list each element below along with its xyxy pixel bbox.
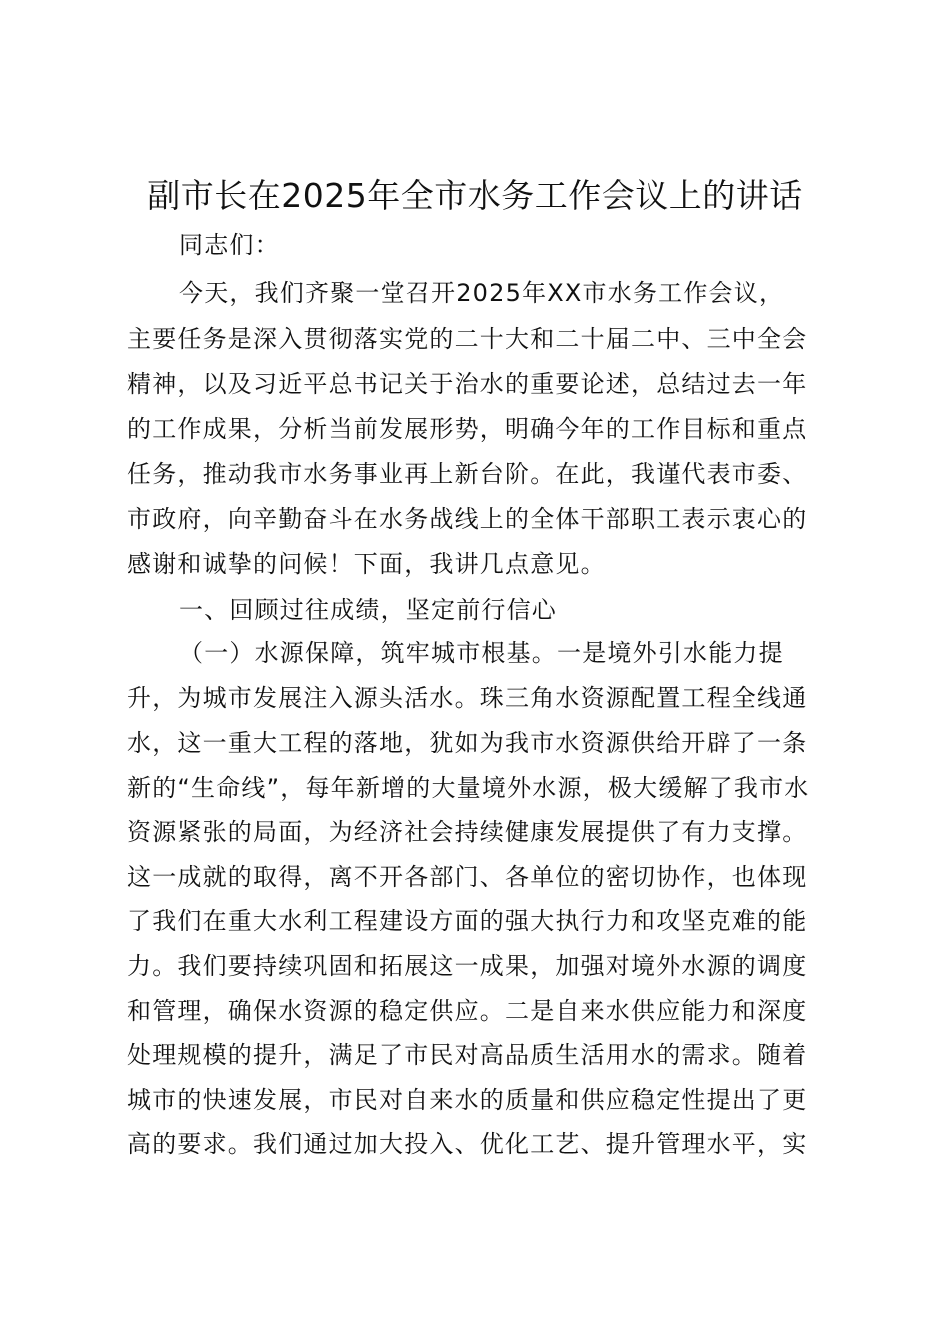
document-title: 副市长在2025年全市水务工作会议上的讲话 <box>147 176 803 215</box>
body-line: 水，这一重大工程的落地，犹如为我市水资源供给开辟了一条 <box>127 729 808 757</box>
body-line: 资源紧张的局面，为经济社会持续健康发展提供了有力支撑。 <box>127 818 808 846</box>
body-line: 和管理，确保水资源的稳定供应。二是自来水供应能力和深度 <box>127 997 808 1025</box>
subsection-heading-line: （一）水源保障，筑牢城市根基。一是境外引水能力提 <box>179 639 784 667</box>
body-line: 城市的快速发展，市民对自来水的质量和供应稳定性提出了更 <box>127 1086 808 1114</box>
body-line: 力。我们要持续巩固和拓展这一成果，加强对境外水源的调度 <box>127 952 808 980</box>
body-line: 任务，推动我市水务事业再上新台阶。在此，我谨代表市委、 <box>127 460 808 488</box>
salutation: 同志们： <box>179 231 280 259</box>
body-line: 处理规模的提升，满足了市民对高品质生活用水的需求。随着 <box>127 1041 808 1069</box>
body-line: 升，为城市发展注入源头活水。珠三角水资源配置工程全线通 <box>127 684 808 712</box>
body-line: 这一成就的取得，离不开各部门、各单位的密切协作，也体现 <box>127 863 808 891</box>
body-line: 精神，以及习近平总书记关于治水的重要论述，总结过去一年 <box>127 370 808 398</box>
body-line: 的工作成果，分析当前发展形势，明确今年的工作目标和重点 <box>127 415 808 443</box>
body-line: 主要任务是深入贯彻落实党的二十大和二十届二中、三中全会 <box>127 325 808 353</box>
body-line: 市政府，向辛勤奋斗在水务战线上的全体干部职工表示衷心的 <box>127 505 808 533</box>
body-line: 新的“生命线”，每年新增的大量境外水源，极大缓解了我市水 <box>127 774 810 802</box>
section-heading: 一、回顾过往成绩，坚定前行信心 <box>179 596 557 624</box>
body-line: 高的要求。我们通过加大投入、优化工艺、提升管理水平，实 <box>127 1130 808 1158</box>
body-line: 感谢和诚挚的问候！下面，我讲几点意见。 <box>127 550 606 578</box>
body-line: 了我们在重大水利工程建设方面的强大执行力和攻坚克难的能 <box>127 907 808 935</box>
body-line: 今天，我们齐聚一堂召开2025年XX市水务工作会议， <box>179 279 785 307</box>
